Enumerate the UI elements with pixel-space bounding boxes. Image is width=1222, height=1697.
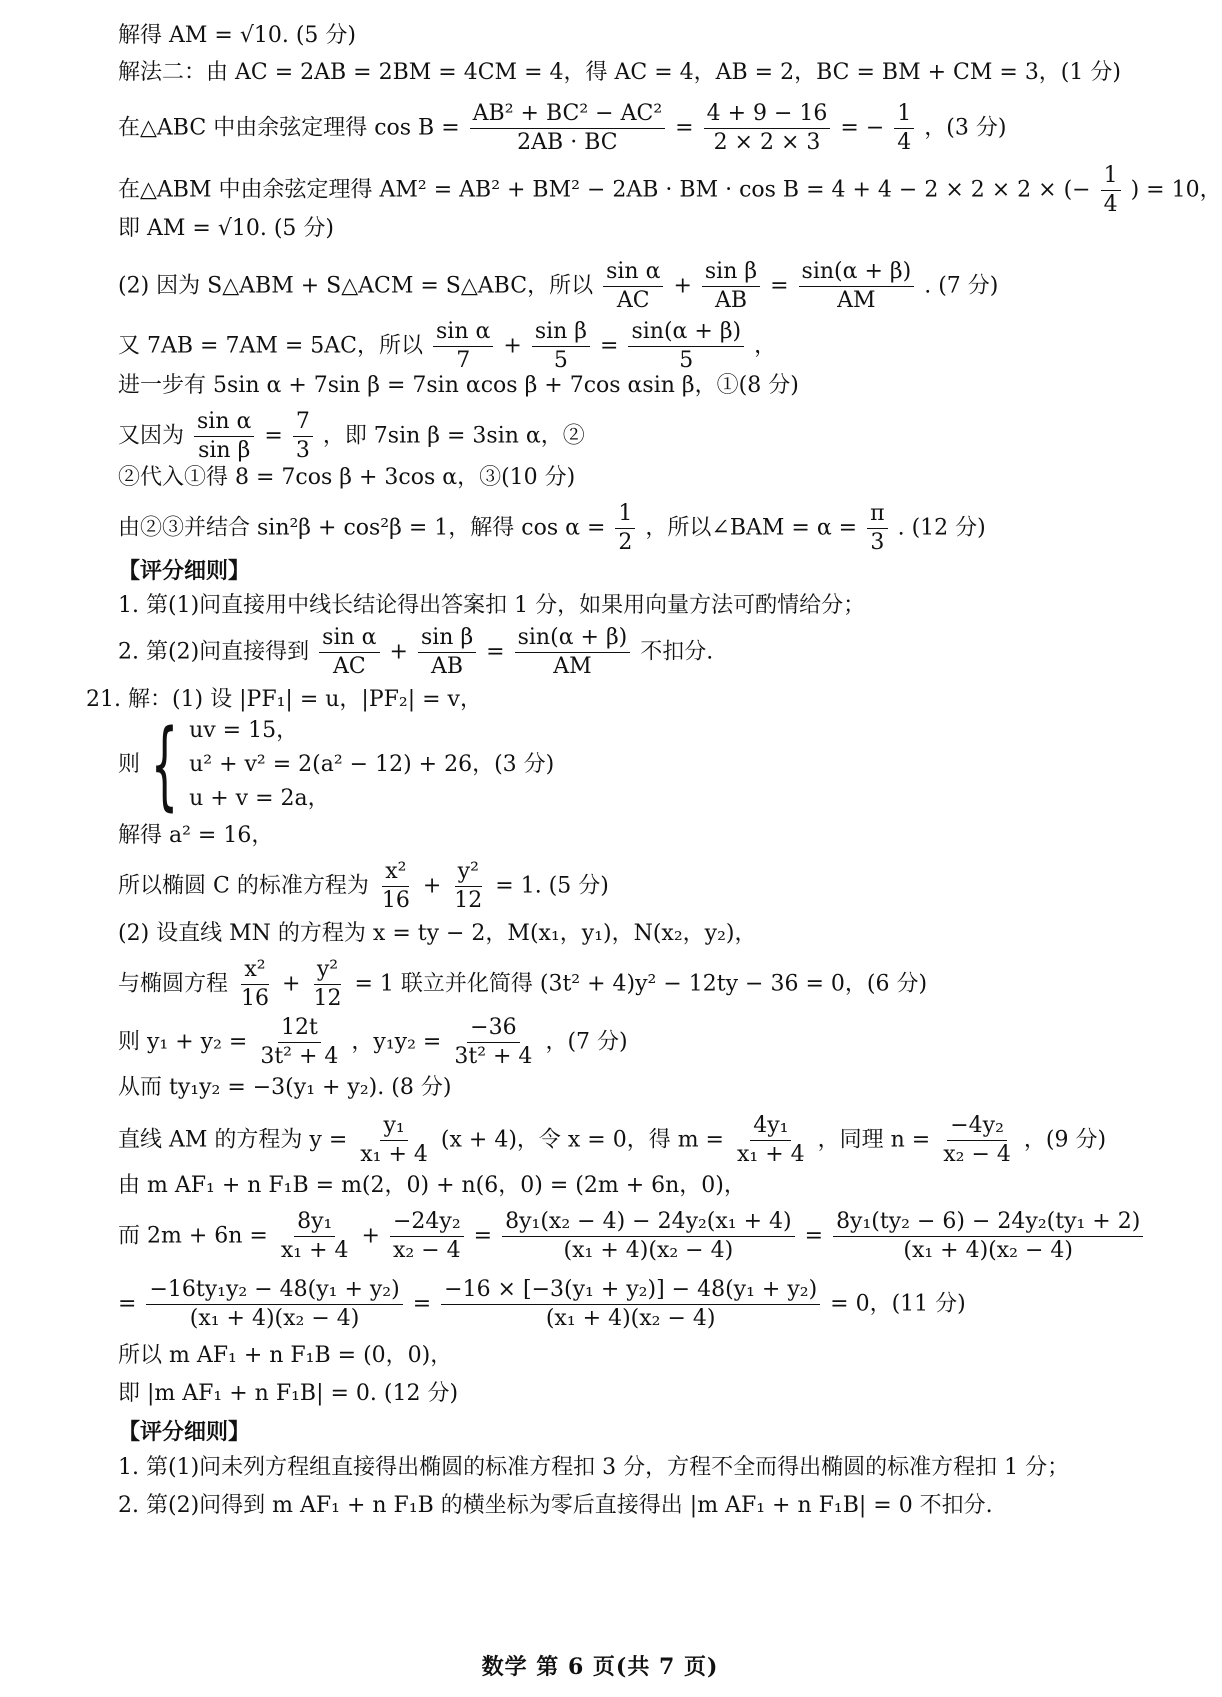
line-cos-alpha: 由②③并结合 sin²β + cos²β = 1，解得 cos α = $\frac{1}{2}$ ，所以∠BAM = α = $\frac{\pi}{3}$ . (12 分) (118, 501, 986, 555)
line-am-sqrt10: 解得 AM = √10. (5 分) (118, 23, 356, 48)
fraction: $\frac{\text{4y₁}}{\text{x₁ + 4}}$ (737, 1113, 805, 1167)
fraction: $\frac{\sin(\alpha + \beta)}{5}$ (628, 318, 744, 375)
line-vector-sum: 由 m AF₁ + n F₁B = m(2，0) + n(6，0) = (2m + 6n，0)， (118, 1173, 746, 1198)
fraction: $\frac{\text{sin β}}{5}$ (532, 318, 590, 375)
fraction: $\frac{\text{y²}}{12}$ (313, 957, 342, 1011)
line-cosine-abm: 在△ABM 中由余弦定理得 AM² = AB² + BM² − 2AB · BM · cos B = 4 + 4 − 2 × 2 × 2 × (− $\frac{1}{4}$ ) = 10， (118, 163, 1222, 217)
grading-heading: 【评分细则】 (118, 558, 251, 584)
line-a-squared: 解得 a² = 16， (118, 823, 274, 848)
fraction: $\frac{\text{sin α}}{AC}$ (319, 624, 379, 681)
line-vector-zero: 所以 m AF₁ + n F₁B = (0，0)， (118, 1343, 453, 1368)
fraction: $\frac{\text{sin β}}{AB}$ (418, 624, 476, 681)
fraction: $\frac{-36}{\text{3t² + 4}}$ (454, 1015, 533, 1069)
line-final-result: 即 |m AF₁ + n F₁B| = 0. (12 分) (118, 1381, 459, 1406)
line-relation: 从而 ty₁y₂ = −3(y₁ + y₂). (8 分) (118, 1075, 452, 1100)
line-am-equation: 直线 AM 的方程为 y = $\frac{\text{y₁}}{\text{x₁ + 4}}$ (x + 4)，令 x = 0，得 m = $\frac{\text{4y₁}}{\text{x₁ + 4}}$ ，同理 n = $\frac{\text{−4y₂}}{\text{x₂ − 4}}$ ，(9 分) (118, 1113, 1107, 1167)
fraction: $\frac{\sin(\alpha + \beta)}{AM}$ (799, 258, 915, 315)
fraction: $\frac{1}{4}$ (1101, 162, 1121, 219)
fraction: $\frac{4 + 9 - 16}{2 \times 2 \times 3}$ (704, 100, 831, 157)
line-ellipse-equation: 所以椭圆 C 的标准方程为 $\frac{\text{x²}}{16}$ + $\frac{\text{y²}}{12}$ = 1. (5 分) (118, 859, 609, 913)
fraction: $\frac{\text{sin β}}{AB}$ (702, 258, 760, 315)
problem-21-heading: 21. 解：(1) 设 |PF₁| = u，|PF₂| = v， (86, 687, 482, 712)
line-further: 进一步有 5sin α + 7sin β = 7sin αcos β + 7cos αsin β，①(8 分) (118, 373, 799, 398)
fraction: $\frac{\text{AB² + BC² − AC²}}{2AB \cdot BC}$ (470, 100, 665, 157)
grading-rule-21-2: 2. 第(2)问得到 m AF₁ + n F₁B 的横坐标为零后直接得出 |m AF₁ + n F₁B| = 0 不扣分. (118, 1493, 993, 1518)
line-sin-ratio: 又因为 $\frac{\text{sin α}}{\text{sin β}}$ = $\frac{7}{3}$ ，即 7sin β = 3sin α，② (118, 409, 585, 463)
grading-rule-2: 2. 第(2)问直接得到 $\frac{\text{sin α}}{AC}$ + $\frac{\text{sin β}}{AB}$ = $\frac{\sin(\alpha + \beta)}{AM}$ 不扣分. (118, 625, 714, 679)
line-substitute: ②代入①得 8 = 7cos β + 3cos α，③(10 分) (118, 465, 576, 490)
equation-system: 则 { uv = 15， u² + v² = 2(a² − 12) + 26，(3 分) u + v = 2a， (118, 709, 555, 821)
fraction: $\frac{\text{8y₁(ty₂ − 6) − 24y₂(ty₁ + 2)}}{\text{(x₁ + 4)(x₂ − 4)}}$ (833, 1208, 1143, 1265)
grading-heading-2: 【评分细则】 (118, 1419, 251, 1445)
left-brace: { (150, 709, 179, 821)
fraction: $\frac{\sin(\alpha + \beta)}{AM}$ (515, 624, 631, 681)
fraction: $\frac{\text{sin α}}{\text{sin β}}$ (194, 408, 254, 465)
fraction: $\frac{7}{3}$ (293, 408, 313, 465)
fraction: $\frac{\text{−16ty₁y₂ − 48(y₁ + y₂)}}{\text{(x₁ + 4)(x₂ − 4)}}$ (146, 1276, 402, 1333)
fraction: $\frac{12t}{\text{3t² + 4}}$ (260, 1015, 339, 1069)
line-2m-6n: 而 2m + 6n = $\frac{\text{8y₁}}{\text{x₁ + 4}}$ + $\frac{\text{−24y₂}}{\text{x₂ − 4}}$ = $\frac{\text{8y₁(x₂ − 4) − 24y₂(x₁ + 4)}}{\text{(x₁ + 4)(x₂ − 4)}}$ = $\frac{\text{8y₁(ty₂ − 6) − 24y₂(ty₁ + 2)}}{\text{(x₁ + 4)(x₂ − 4)}}$ (118, 1208, 1146, 1265)
fraction: $\frac{\text{x²}}{16}$ (381, 859, 410, 913)
fraction: $\frac{\text{sin α}}{7}$ (433, 318, 493, 375)
grading-rule-1: 1. 第(1)问直接用中线长结论得出答案扣 1 分，如果用向量方法可酌情给分； (118, 593, 866, 618)
grading-rule-21-1: 1. 第(1)问未列方程组直接得出椭圆的标准方程扣 3 分，方程不全而得出椭圆的标准方程扣 1 分； (118, 1455, 1070, 1480)
fraction: $\frac{\text{8y₁}}{\text{x₁ + 4}}$ (280, 1209, 349, 1263)
line-cosine-abc: 在△ABC 中由余弦定理得 cos B = $\frac{\text{AB² + BC² − AC²}}{2AB \cdot BC}$ = $\frac{4 + 9 - 16}{2 \times 2 \times 3}$ = − $\frac{1}{4}$ ，(3 分) (118, 101, 1007, 155)
line-mn-setup: (2) 设直线 MN 的方程为 x = ty − 2，M(x₁，y₁)，N(x₂，y₂)， (118, 921, 757, 946)
fraction: $\frac{\text{y²}}{12}$ (454, 859, 483, 913)
fraction: $\frac{\text{−4y₂}}{\text{x₂ − 4}}$ (943, 1113, 1011, 1167)
line-area-sum: (2) 因为 S△ABM + S△ACM = S△ABC，所以 $\frac{\text{sin α}}{AC}$ + $\frac{\text{sin β}}{AB}$ = $\frac{\sin(\alpha + \beta)}{AM}$ . (7 分) (118, 259, 999, 313)
page-footer: 数学 第 6 页(共 7 页) (481, 1654, 719, 1680)
fraction: $\frac{\text{−24y₂}}{\text{x₂ − 4}}$ (390, 1208, 464, 1265)
line-am-result: 即 AM = √10. (5 分) (118, 216, 334, 241)
fraction: $\frac{1}{4}$ (894, 100, 914, 157)
line-equals-zero: = $\frac{\text{−16ty₁y₂ − 48(y₁ + y₂)}}{\text{(x₁ + 4)(x₂ − 4)}}$ = $\frac{\text{−16 × [−3(y₁ + y₂)] − 48(y₁ + y₂)}}{\text{(x₁ + 4)(x₂ − 4)}}$ = 0，(11 分) (118, 1277, 966, 1331)
line-simultaneous: 与椭圆方程 $\frac{\text{x²}}{16}$ + $\frac{\text{y²}}{12}$ = 1 联立并化简得 (3t² + 4)y² − 12ty − 36 = 0，(6 分) (118, 957, 928, 1011)
fraction: $\frac{\text{y₁}}{\text{x₁ + 4}}$ (360, 1113, 428, 1167)
fraction: $\frac{\text{x²}}{16}$ (241, 957, 270, 1011)
fraction: $\frac{\text{sin α}}{AC}$ (603, 258, 663, 315)
line-ratio: 又 7AB = 7AM = 5AC，所以 $\frac{\text{sin α}}{7}$ + $\frac{\text{sin β}}{5}$ = $\frac{\sin(\alpha + \beta)}{5}$ ， (118, 319, 777, 373)
fraction: $\frac{\text{−16 × [−3(y₁ + y₂)] − 48(y₁ + y₂)}}{\text{(x₁ + 4)(x₂ − 4)}}$ (441, 1276, 820, 1333)
line-method-two: 解法二：由 AC = 2AB = 2BM = 4CM = 4，得 AC = 4，AB = 2，BC = BM + CM = 3，(1 分) (118, 60, 1121, 85)
fraction: $\frac{\pi}{3}$ (867, 500, 887, 557)
fraction: $\frac{\text{8y₁(x₂ − 4) − 24y₂(x₁ + 4)}}{\text{(x₁ + 4)(x₂ − 4)}}$ (502, 1208, 795, 1265)
line-vieta: 则 y₁ + y₂ = $\frac{12t}{\text{3t² + 4}}$ ，y₁y₂ = $\frac{-36}{\text{3t² + 4}}$ ，(7 分) (118, 1015, 628, 1069)
fraction: $\frac{1}{2}$ (615, 500, 635, 557)
